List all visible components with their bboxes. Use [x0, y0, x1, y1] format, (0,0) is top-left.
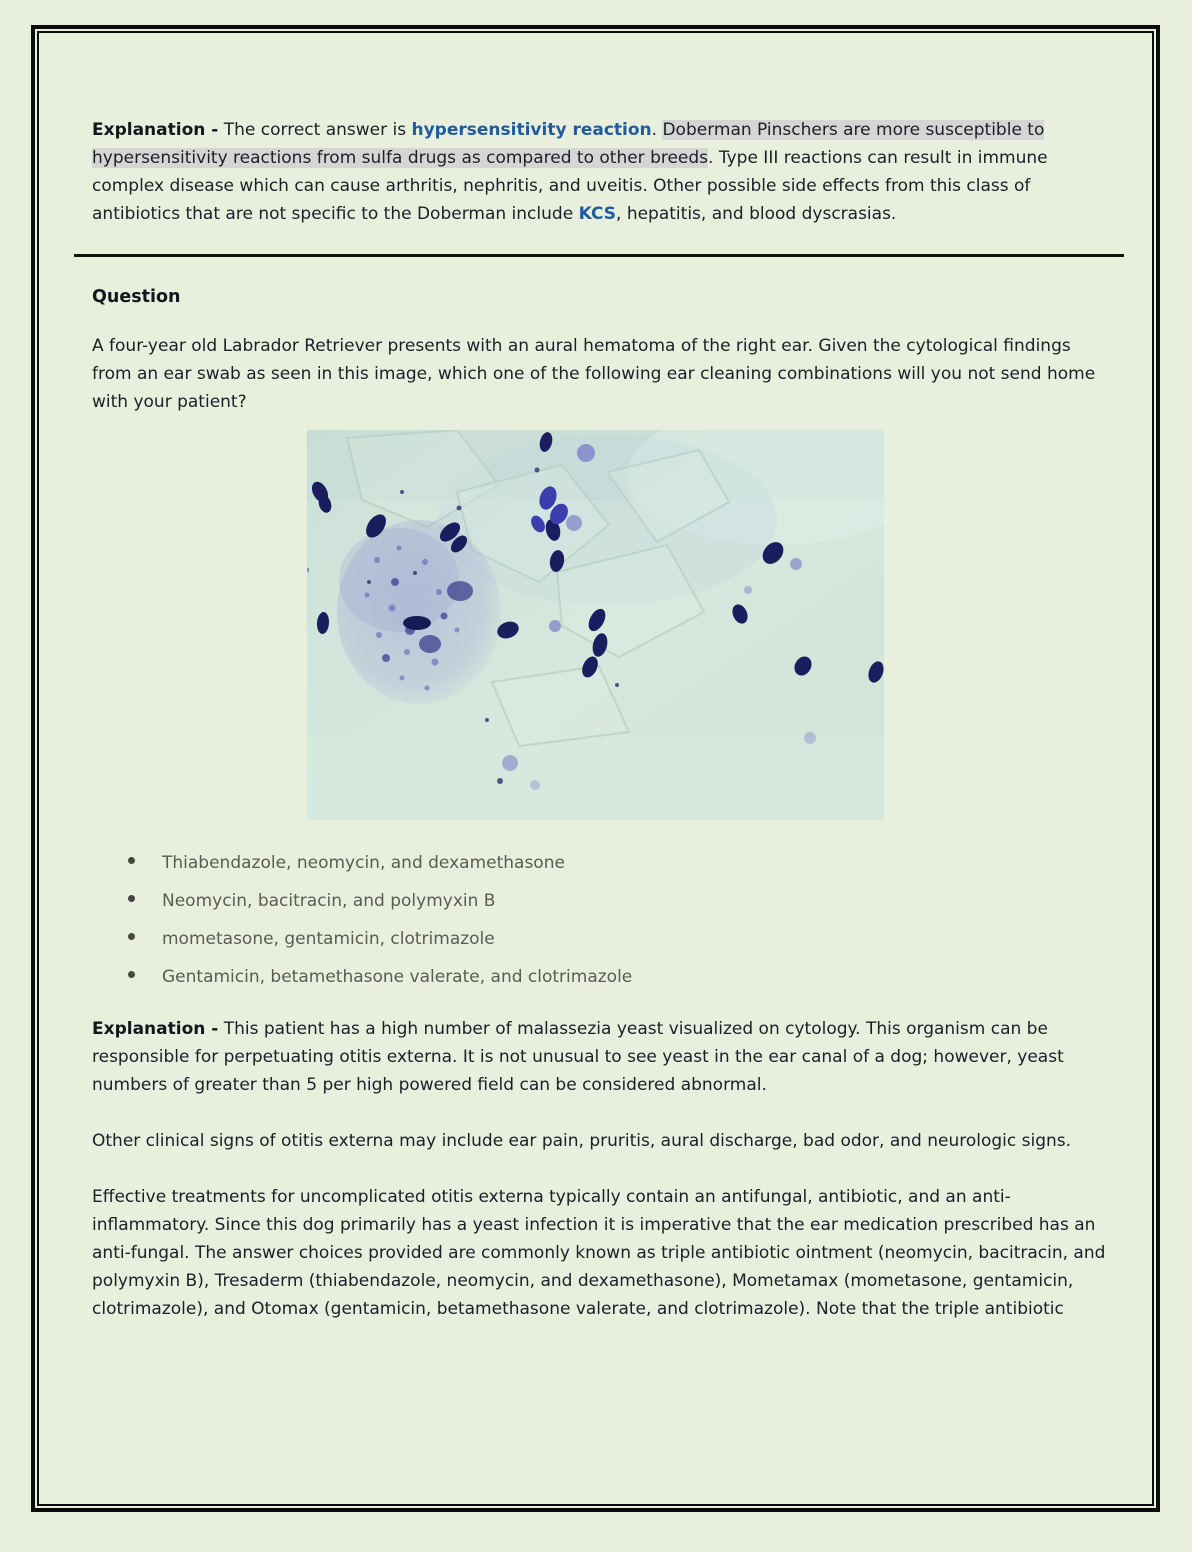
answer-option-4: [128, 963, 1106, 991]
section-divider: [74, 254, 1124, 257]
question-heading: Question: [92, 287, 181, 307]
answer-option-text: mometasone, gentamicin, clotrimazole: [162, 929, 495, 949]
answer-option-3: [128, 925, 1106, 953]
bullet-icon: [128, 933, 135, 940]
document-page-inner-border: [37, 31, 1154, 1506]
bullet-icon: [128, 857, 135, 864]
cytology-micrograph-svg: [307, 430, 884, 820]
explanation-label: Explanation -: [92, 120, 219, 140]
explanation-bottom-text-1: This patient has a high number of malassezia yeast visualized on cytology. This organism can be responsible for perpetuating otitis externa. It is not unusual to see yeast in the ear canal of a dog; however, yeast numbers of greater than 5 per high powered field can be considered abnormal.: [92, 1019, 1064, 1095]
explanation-top-paragraph: [92, 116, 1106, 228]
document-page-frame: [31, 25, 1160, 1512]
kcs-link[interactable]: KCS: [578, 204, 617, 224]
explanation-bottom-paragraph-1: [92, 1015, 1106, 1099]
answer-link[interactable]: hypersensitivity reaction: [411, 120, 652, 140]
explanation-bottom-paragraph-3: Effective treatments for uncomplicated otitis externa typically contain an antifungal, antibiotic, and an anti-inflammatory. Since this dog primarily has a yeast infection it is imperative that the ear medication prescribed has an anti-fungal. The answer choices provided are commonly known as triple antibiotic ointment (neomycin, bacitracin, and polymyxin B), Tresaderm (thiabendazole, neomycin, and dexamethasone), Mometamax (mometasone, gentamicin, clotrimazole), and Otomax (gentamicin, betamethasone valerate, and clotrimazole). Note that the triple antibiotic: [92, 1187, 1106, 1319]
document-content: [39, 33, 1152, 1363]
answer-option-text: Gentamicin, betamethasone valerate, and clotrimazole: [162, 967, 633, 987]
highlighted-sentence: Doberman Pinschers are more susceptible to hypersensitivity reactions from sulfa drugs as compared to other breeds: [92, 120, 1045, 168]
explanation-tail-text: , hepatitis, and blood dyscrasias.: [616, 204, 897, 224]
cytology-micrograph-image: [307, 430, 884, 820]
answer-option-text: Thiabendazole, neomycin, and dexamethasone: [162, 853, 565, 873]
answer-option-1: [128, 849, 1106, 877]
explanation-label: Explanation -: [92, 1019, 219, 1039]
explanation-middle-text: . Type III reactions can result in immune complex disease which can cause arthritis, nephritis, and uveitis. Other possible side effects from this class of antibiotics that are not specific to the Doberman include: [92, 148, 1048, 224]
explanation-lead-text: The correct answer is: [223, 120, 407, 140]
question-text: A four-year old Labrador Retriever presents with an aural hematoma of the right ear. Given the cytological findings from an ear swab as seen in this image, which one of the following ear cleaning combinations will you not send home with your patient?: [92, 336, 1096, 412]
bullet-icon: [128, 895, 135, 902]
answer-option-text: Neomycin, bacitracin, and polymyxin B: [162, 891, 496, 911]
explanation-bottom-paragraph-2: Other clinical signs of otitis externa may include ear pain, pruritis, aural discharge, bad odor, and neurologic signs.: [92, 1131, 1072, 1151]
separator-text: .: [651, 120, 663, 140]
answer-option-2: [128, 887, 1106, 915]
answer-options-list: [92, 849, 1106, 991]
bullet-icon: [128, 971, 135, 978]
